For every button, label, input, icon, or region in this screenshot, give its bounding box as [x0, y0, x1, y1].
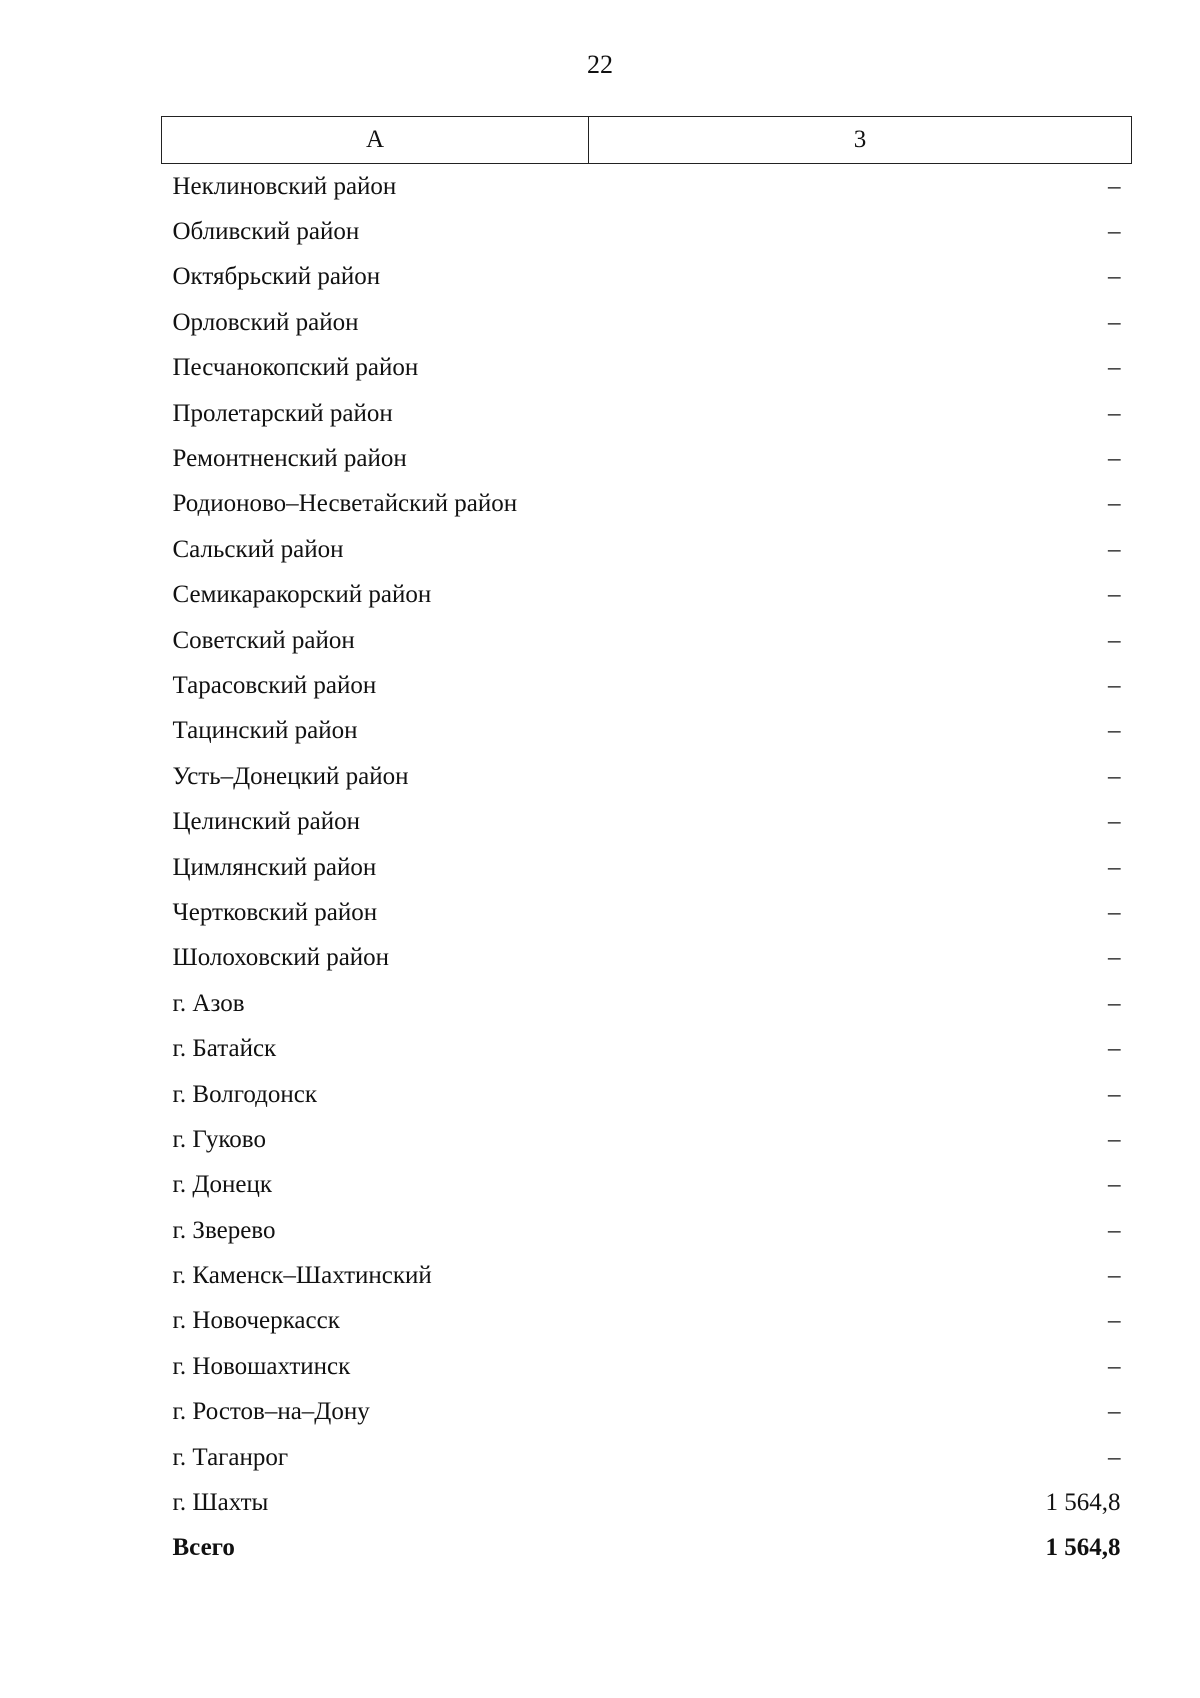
row-value: –: [1108, 898, 1121, 926]
row-name: г. Батайск: [172, 1035, 277, 1063]
row-name: г. Таганрог: [172, 1443, 289, 1471]
row-name: Песчанокопский район: [172, 354, 419, 382]
table-row: [162, 1208, 1132, 1253]
row-name: Советский район: [172, 626, 355, 654]
table-row: [162, 1435, 1132, 1480]
row-name: г. Донецк: [172, 1171, 272, 1199]
table-row: [162, 482, 1132, 527]
table-row: [162, 255, 1132, 300]
table-row: [162, 1026, 1132, 1071]
table-row: [162, 391, 1132, 436]
row-value: –: [1108, 944, 1121, 972]
row-name: г. Зверево: [172, 1216, 276, 1244]
table-row: [162, 527, 1132, 572]
row-value: –: [1108, 354, 1121, 382]
table-row: [162, 936, 1132, 981]
row-value: –: [1108, 535, 1121, 563]
table-row: [162, 1299, 1132, 1344]
row-name: Сальский район: [172, 535, 344, 563]
row-value: –: [1108, 581, 1121, 609]
row-value: –: [1108, 1352, 1121, 1380]
row-name: Шолоховский район: [172, 944, 390, 972]
row-name: Цимлянский район: [172, 853, 377, 881]
row-value: –: [1108, 172, 1121, 200]
table-row: [162, 663, 1132, 708]
row-value: –: [1108, 1035, 1121, 1063]
page-number: 22: [587, 50, 613, 79]
row-name: Тарасовский район: [172, 671, 377, 699]
table-row: [162, 618, 1132, 663]
table-row: [162, 1480, 1132, 1525]
row-value: –: [1108, 853, 1121, 881]
row-name: Усть–Донецкий район: [172, 762, 409, 790]
row-value: –: [1108, 218, 1121, 246]
row-value: –: [1108, 1125, 1121, 1153]
row-name: Целинский район: [172, 808, 360, 836]
table-row: [162, 799, 1132, 844]
table-row: [162, 1253, 1132, 1298]
table-row: [162, 1072, 1132, 1117]
table-header-row: [162, 117, 1132, 164]
table-row: [162, 1117, 1132, 1162]
row-value: –: [1108, 1398, 1121, 1426]
row-value: 1 564,8: [1045, 1489, 1121, 1517]
row-name: Ремонтненский район: [172, 445, 407, 473]
row-value: –: [1108, 263, 1121, 291]
total-row: [162, 1526, 1132, 1571]
row-name: г. Гуково: [172, 1125, 266, 1153]
row-value: –: [1108, 1216, 1121, 1244]
row-name: г. Шахты: [172, 1489, 269, 1517]
column-header-a: А: [162, 117, 589, 164]
row-name: Неклиновский район: [172, 172, 397, 200]
row-value: –: [1108, 445, 1121, 473]
table-row: [162, 981, 1132, 1026]
row-name: Пролетарский район: [172, 399, 393, 427]
table-row: [162, 164, 1132, 210]
row-value: –: [1108, 989, 1121, 1017]
row-value: –: [1108, 762, 1121, 790]
row-name: Октябрьский район: [172, 263, 381, 291]
row-name: Тацинский район: [172, 717, 358, 745]
table-row: [162, 1390, 1132, 1435]
row-value: –: [1108, 717, 1121, 745]
row-name: Обливский район: [172, 218, 360, 246]
row-value: –: [1108, 808, 1121, 836]
row-name: Чертковский район: [172, 898, 378, 926]
table-row: [162, 573, 1132, 618]
row-value: –: [1108, 1171, 1121, 1199]
table-row: [162, 709, 1132, 754]
table-row: [162, 754, 1132, 799]
row-value: –: [1108, 490, 1121, 518]
total-label: Всего: [172, 1534, 235, 1562]
row-name: Родионово–Несветайский район: [172, 490, 518, 518]
row-value: –: [1108, 671, 1121, 699]
data-table: [161, 116, 1132, 1571]
table-row: [162, 209, 1132, 254]
row-value: –: [1108, 399, 1121, 427]
row-name: г. Новочеркасск: [172, 1307, 340, 1335]
row-name: г. Ростов–на–Дону: [172, 1398, 370, 1426]
row-name: Семикаракорский район: [172, 581, 432, 609]
row-name: г. Азов: [172, 989, 245, 1017]
row-value: –: [1108, 1080, 1121, 1108]
table-row: [162, 300, 1132, 345]
row-value: –: [1108, 1307, 1121, 1335]
row-name: г. Волгодонск: [172, 1080, 318, 1108]
table-row: [162, 346, 1132, 391]
total-value: 1 564,8: [1045, 1534, 1121, 1562]
table-row: [162, 1344, 1132, 1389]
row-value: –: [1108, 1262, 1121, 1290]
table-row: [162, 890, 1132, 935]
table-row: [162, 436, 1132, 481]
row-value: –: [1108, 308, 1121, 336]
row-value: –: [1108, 626, 1121, 654]
table-row: [162, 1163, 1132, 1208]
row-name: г. Каменск–Шахтинский: [172, 1262, 432, 1290]
row-value: –: [1108, 1443, 1121, 1471]
row-name: г. Новошахтинск: [172, 1352, 351, 1380]
table-body: [162, 164, 1132, 1572]
table-row: [162, 845, 1132, 890]
row-name: Орловский район: [172, 308, 359, 336]
column-header-3: 3: [589, 117, 1132, 164]
